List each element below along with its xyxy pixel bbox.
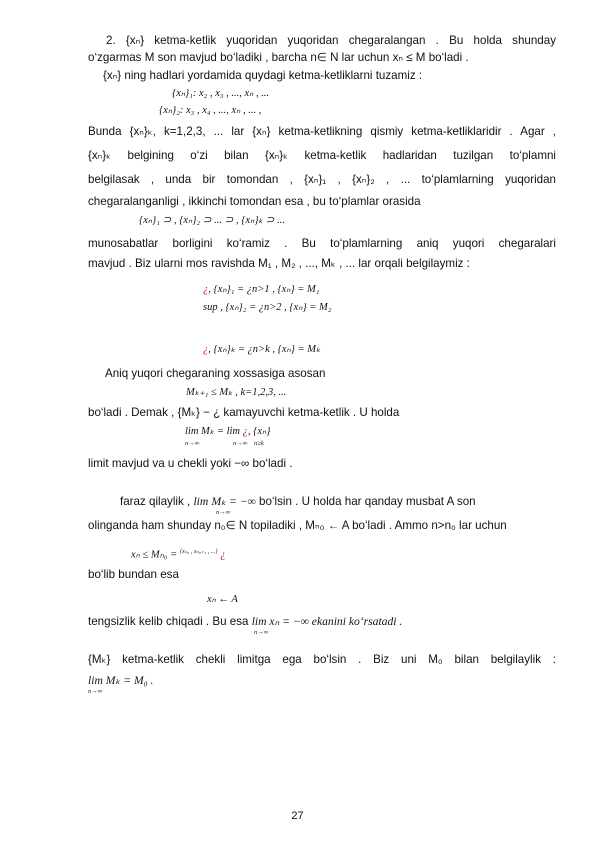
formula: {xₙ}₁ ⊃ , {xₙ}₂ ⊃ ... ⊃ , {xₙ}ₖ ⊃ ... bbox=[139, 215, 285, 226]
formula-part: lim bbox=[88, 674, 103, 687]
formula-part: lim bbox=[193, 495, 209, 508]
paragraph-line: bo‘lib bundan esa bbox=[88, 568, 179, 581]
formula-part: lim bbox=[251, 615, 267, 628]
paragraph-line: chegaralanganligi , ikkinchi tomondan esa , bu to‘plamlar orasida bbox=[88, 195, 421, 208]
paragraph-line: bo‘ladi . Demak , {Mₖ} − ¿ kamayuvchi ketma-ketlik . U holda bbox=[88, 406, 400, 419]
formula-marker: ¿ bbox=[242, 426, 248, 437]
paragraph-line: {xₙ}ₖ belgining o‘zi bilan {xₙ}ₖ ketma-ketlik hadlaridan tuzilgan to‘plamni bbox=[88, 149, 556, 162]
text-part: bo‘lsin . U holda har qanday musbat A son bbox=[255, 495, 476, 508]
paragraph-line: mavjud . Biz ularni mos ravishda M₁ , M₂ , ..., Mₖ , ... lar orqali belgilaymiz : bbox=[88, 257, 470, 270]
paragraph-line: {xₙ} ning hadlari yordamida quydagi ketma-ketliklarni tuzamiz : bbox=[103, 69, 423, 82]
formula: {xₙ}₂: x₃ , x₄ , ..., xₙ , ... , bbox=[159, 105, 262, 116]
formula: {xₙ}₁: x₂ , x₃ , ..., xₙ , ... bbox=[172, 88, 270, 99]
formula-part: xₙ ≤ Mₙ₀ = bbox=[131, 549, 180, 561]
formula-part: , {xₙ} bbox=[247, 426, 271, 437]
formula-body: , {xₙ}ₖ = ¿n>k , {xₙ} = Mₖ bbox=[208, 344, 321, 355]
formula-subscript: n→∞ bbox=[185, 440, 200, 447]
formula-part: xₙ = −∞ ekanini ko‘rsatadi . bbox=[266, 615, 403, 628]
formula-part: Mₖ = M₀ . bbox=[102, 674, 154, 687]
formula-part: Mₖ = lim bbox=[201, 426, 241, 437]
formula: Mₖ₊₁ ≤ Mₖ , k=1,2,3, ... bbox=[186, 387, 287, 398]
formula-subscript: n→∞ bbox=[88, 688, 103, 695]
formula: sup , {xₙ}₂ = ¿n>2 , {xₙ} = M₂ bbox=[203, 302, 332, 313]
paragraph-line: {Mₖ} ketma-ketlik chekli limitga ega bo‘lsin . Biz uni M₀ bilan belgilaylik : bbox=[88, 653, 556, 666]
text-part: faraz qilaylik , bbox=[120, 495, 194, 508]
formula bbox=[203, 342, 320, 357]
formula-superscript: {xₙ₀ , xₙ₀₊₁ , ...} bbox=[179, 549, 218, 555]
paragraph-line bbox=[120, 494, 476, 509]
paragraph-line: olinganda ham shunday n₀∈ N topiladiki , Mₙ₀ ← A bo‘ladi . Ammo n>n₀ lar uchun bbox=[88, 519, 507, 532]
paragraph-line: belgilasak , unda bir tomondan , {xₙ}₁ , {xₙ}₂ , ... to‘plamlarning yuqoridan bbox=[88, 173, 556, 186]
formula bbox=[131, 545, 226, 563]
formula-marker: ¿ bbox=[203, 284, 209, 295]
formula-body: , {xₙ}₁ = ¿n>1 , {xₙ} = M₁ bbox=[208, 284, 320, 295]
text-part: tengsizlik kelib chiqadi . Bu esa bbox=[88, 615, 252, 628]
page-number: 27 bbox=[291, 810, 304, 822]
formula-subscript: n→∞ bbox=[233, 440, 248, 447]
formula-marker: ¿ bbox=[203, 344, 209, 355]
paragraph-line: Bunda {xₙ}ₖ, k=1,2,3, ... lar {xₙ} ketma-ketlikning qismiy ketma-ketliklaridir . Agar , bbox=[88, 125, 556, 138]
paragraph-line bbox=[88, 614, 402, 629]
formula-part: Mₖ = −∞ bbox=[211, 495, 256, 508]
formula-part: lim bbox=[185, 426, 199, 437]
formula-subscript: n≥k bbox=[254, 440, 264, 447]
formula-subscript: n→∞ bbox=[216, 509, 231, 516]
paragraph-line: 2. {xₙ} ketma-ketlik yuqoridan yuqoridan chegaralangan . Bu holda shunday bbox=[106, 34, 556, 47]
paragraph-line: limit mavjud va u chekli yoki −∞ bo‘ladi . bbox=[88, 457, 293, 470]
formula: xₙ ← A bbox=[207, 594, 238, 605]
paragraph-line: Aniq yuqori chegaraning xossasiga asosan bbox=[105, 367, 326, 380]
formula bbox=[203, 282, 319, 297]
formula-marker: ¿ bbox=[220, 549, 226, 561]
paragraph-line: munosabatlar borligini ko‘ramiz . Bu to‘plamlarning aniq yuqori chegaralari bbox=[88, 237, 556, 250]
paragraph-line: o‘zgarmas M son mavjud bo‘ladiki , barcha n∈ N lar uchun xₙ ≤ M bo‘ladi . bbox=[88, 51, 469, 64]
formula-subscript: n→∞ bbox=[254, 629, 269, 636]
